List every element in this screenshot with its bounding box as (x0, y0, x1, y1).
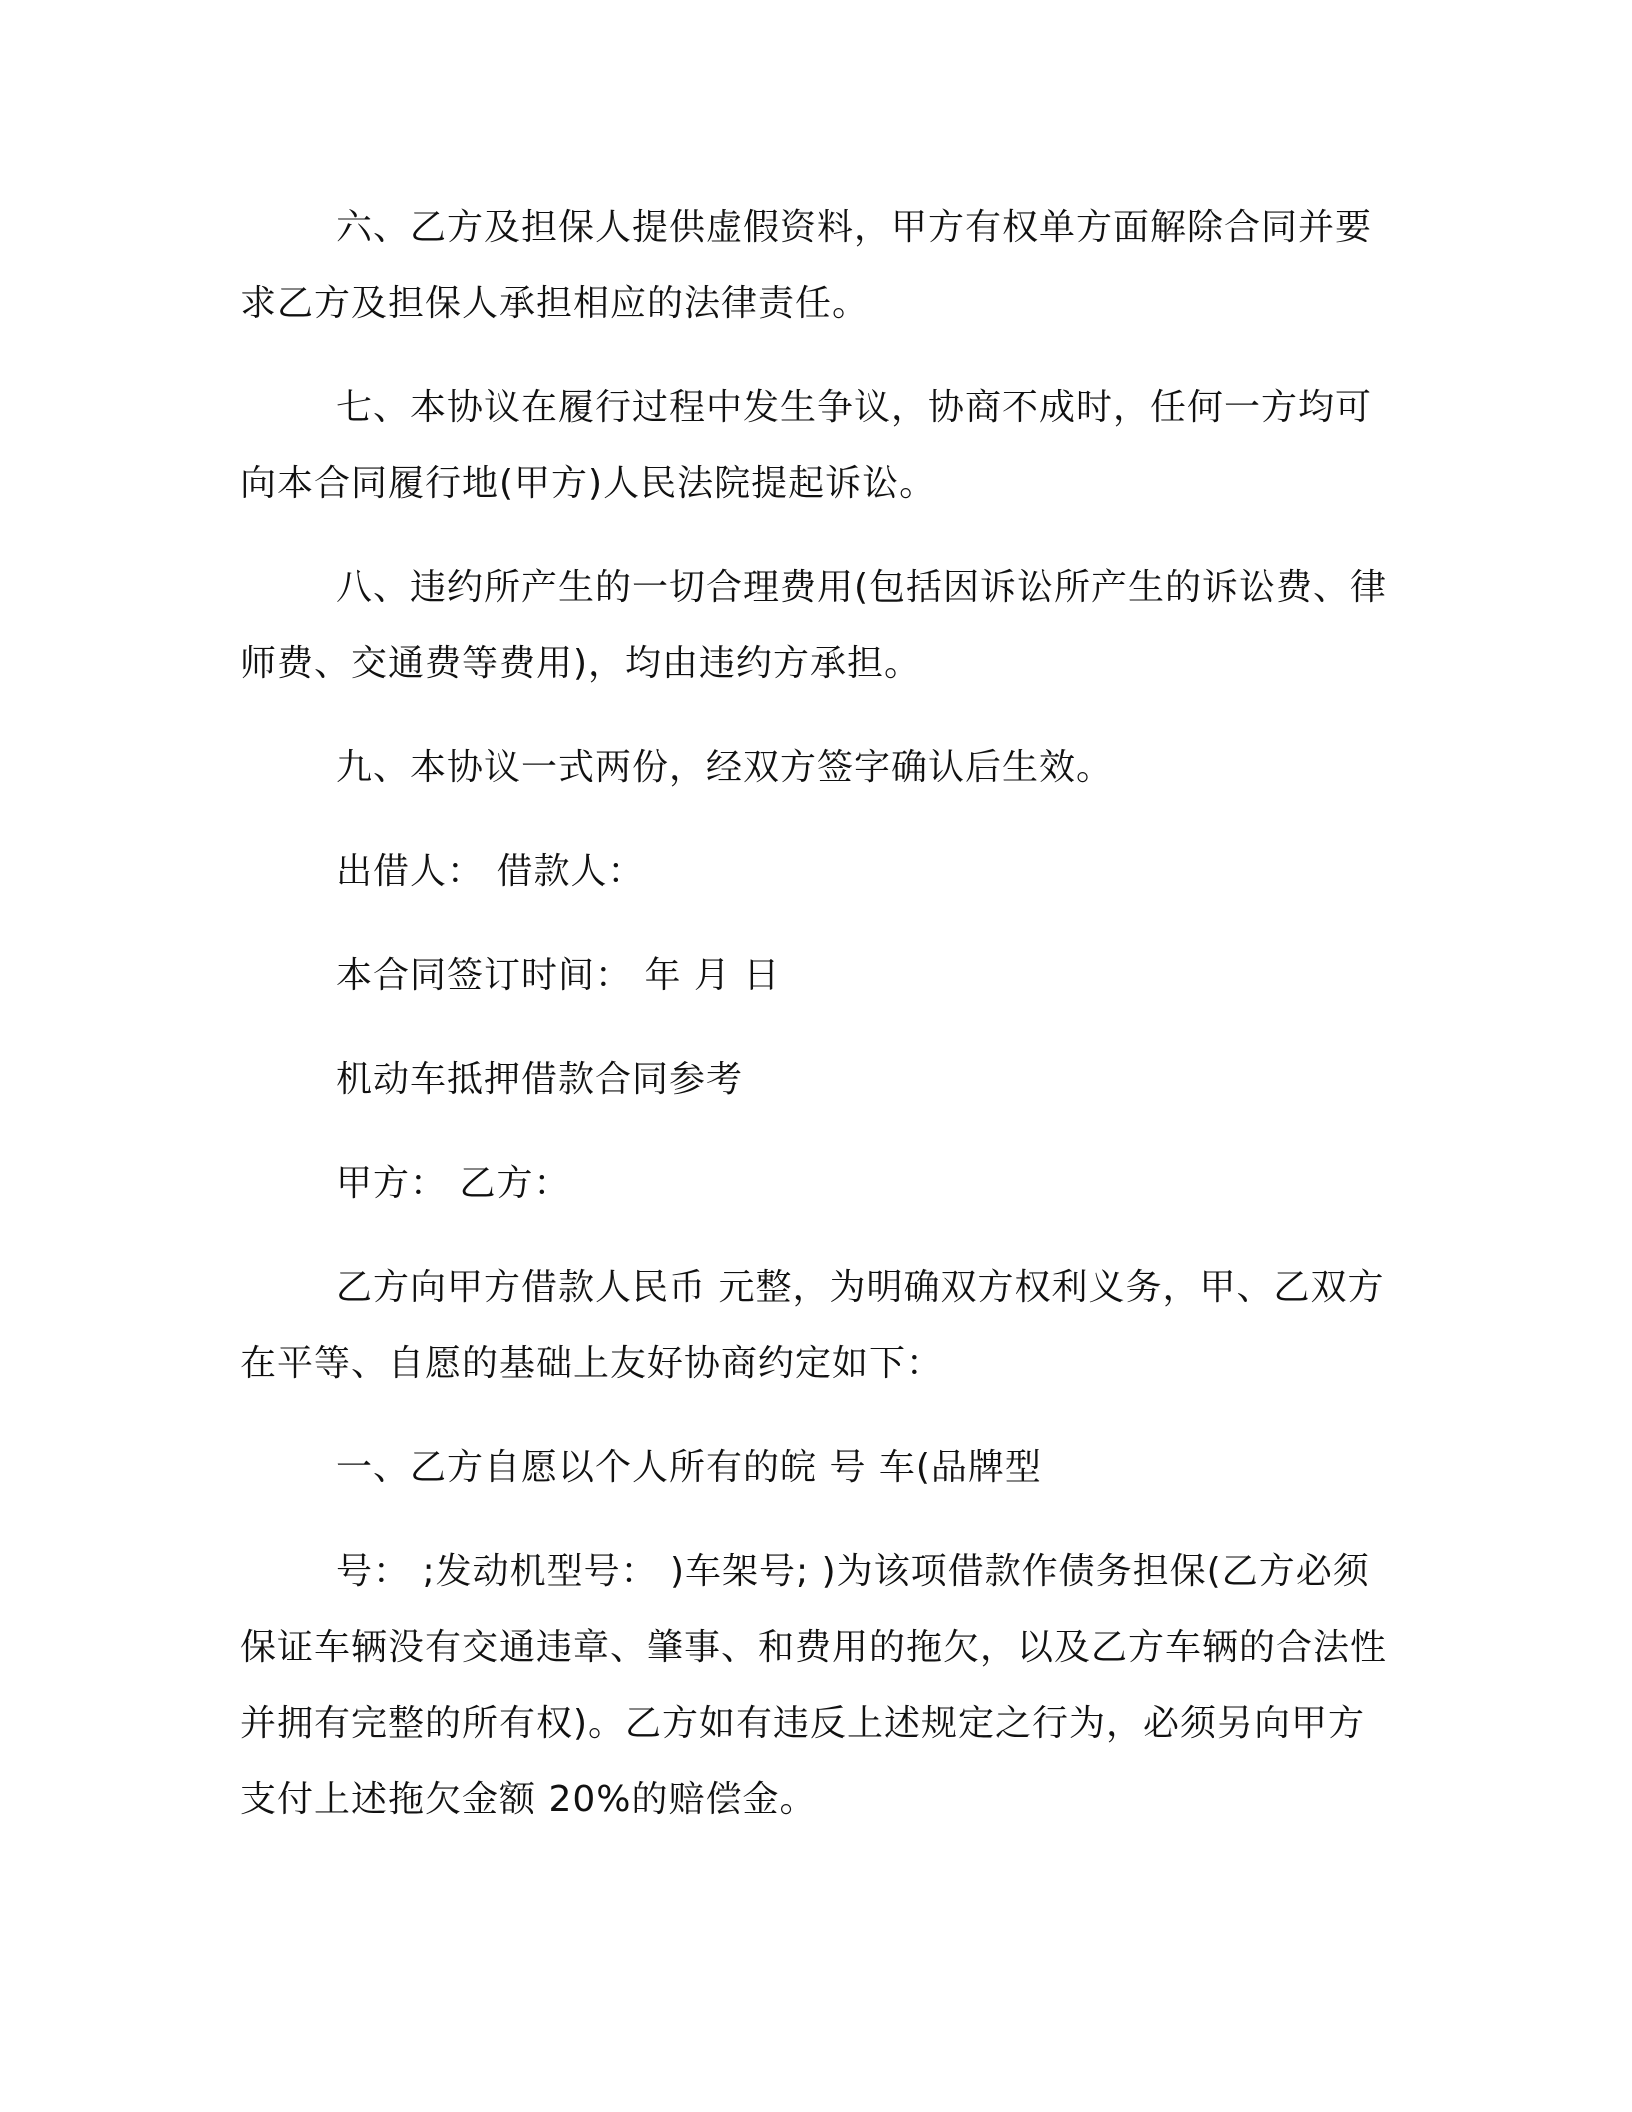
contract-preamble: 乙方向甲方借款人民币 元整，为明确双方权利义务，甲、乙双方在平等、自愿的基础上友好协商约定如下： (240, 1267, 1385, 1384)
contract-parties: 甲方： 乙方： (336, 1163, 571, 1204)
contract-title: 机动车抵押借款合同参考 (336, 1059, 744, 1100)
signing-date: 本合同签订时间： 年 月 日 (336, 955, 781, 996)
clause-six: 六、乙方及担保人提供虚假资料，甲方有权单方面解除合同并要求乙方及担保人承担相应的法律责任。 (240, 207, 1373, 324)
clause-one-heading: 一、乙方自愿以个人所有的皖 号 车(品牌型 (336, 1447, 1042, 1488)
clause-eight: 八、违约所产生的一切合理费用(包括因诉讼所产生的诉讼费、律师费、交通费等费用)，均由违约方承担。 (240, 567, 1388, 684)
document-body (240, 190, 1388, 1866)
clause-seven: 七、本协议在履行过程中发生争议，协商不成时，任何一方均可向本合同履行地(甲方)人民法院提起诉讼。 (240, 387, 1373, 504)
clause-nine: 九、本协议一式两份，经双方签字确认后生效。 (336, 747, 1114, 788)
signature-parties: 出借人： 借款人： (336, 851, 645, 892)
clause-one-body: 号： ;发动机型号： )车架号; )为该项借款作债务担保(乙方必须保证车辆没有交通违章、肇事、和费用的拖欠，以及乙方车辆的合法性并拥有完整的所有权)。乙方如有违反上述规定之行为，必须另向甲方支付上述拖欠金额 20%的赔偿金。 (240, 1551, 1388, 1820)
